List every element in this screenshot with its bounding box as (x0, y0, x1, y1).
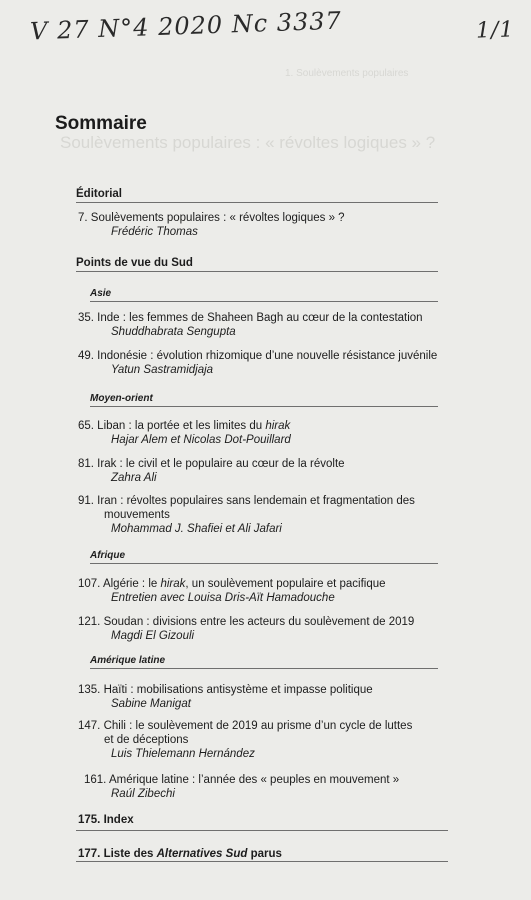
toc-entry-147[interactable] (78, 719, 448, 761)
toc-entry-175[interactable] (78, 813, 448, 827)
entry-author: Sabine Manigat (111, 698, 191, 710)
entry-title (78, 419, 448, 433)
entry-title: 91. Iran : révoltes populaires sans lendemain et fragmentation des (78, 495, 415, 507)
entry-title-italic: hirak (160, 578, 186, 590)
section-editorial: Éditorial (76, 188, 438, 203)
toc-entry-107[interactable] (78, 577, 448, 605)
toc-entry-161[interactable] (78, 773, 448, 801)
divider (76, 861, 448, 862)
bleed-through-running-head: 1. Soulèvements populaires (285, 68, 409, 79)
handwritten-reference: V 27 N°4 2020 Nc 3337 (29, 6, 343, 46)
toc-entry-91[interactable] (78, 494, 448, 536)
entry-author: Mohammad J. Shafiei et Ali Jafari (111, 523, 282, 535)
entry-title-italic: Alternatives Sud (156, 848, 248, 860)
entry-author: Frédéric Thomas (111, 226, 198, 238)
handwritten-page-count: 1/1 (475, 17, 515, 44)
toc-entry-7[interactable] (78, 211, 448, 239)
entry-title-part: , un soulèvement populaire et pacifique (185, 578, 386, 590)
entry-title: 35. Inde : les femmes de Shaheen Bagh au cœur de la contestation (78, 312, 423, 324)
bleed-through-heading: Soulèvements populaires : « révoltes logiques » ? (60, 133, 436, 152)
entry-title (78, 577, 448, 591)
entry-title: 7. Soulèvements populaires : « révoltes logiques » ? (78, 212, 345, 224)
entry-title: 135. Haïti : mobilisations antisystème et impasse politique (78, 684, 373, 696)
entry-author: Shuddhabrata Sengupta (111, 326, 236, 338)
page-title: Sommaire (55, 113, 147, 134)
subsection-asie: Asie (90, 288, 438, 302)
entry-title: 147. Chili : le soulèvement de 2019 au prisme d’un cycle de luttes (78, 720, 413, 732)
toc-entry-81[interactable] (78, 457, 448, 485)
entry-author: Yatun Sastramidjaja (111, 364, 214, 376)
entry-title-continued: et de déceptions (104, 734, 189, 746)
entry-title-italic: hirak (265, 420, 291, 432)
entry-title: 175. Index (78, 814, 134, 826)
subsection-moyen-orient: Moyen-orient (90, 393, 438, 407)
entry-author: Entretien avec Louisa Dris-Aït Hamadouche (111, 592, 335, 604)
entry-author: Raúl Zibechi (111, 788, 175, 800)
entry-title: 81. Irak : le civil et le populaire au cœur de la révolte (78, 458, 345, 470)
entry-title: 49. Indonésie : évolution rhizomique d’une nouvelle résistance juvénile (78, 350, 438, 362)
entry-title (78, 847, 448, 861)
toc-entry-49[interactable] (78, 349, 448, 377)
entry-title-part: 65. Liban : la portée et les limites du (78, 420, 266, 432)
entry-author: Zahra Ali (111, 472, 157, 484)
entry-title: 121. Soudan : divisions entre les acteurs du soulèvement de 2019 (78, 616, 415, 628)
subsection-amerique-latine: Amérique latine (90, 655, 438, 669)
entry-title-part: 177. Liste des (78, 848, 157, 860)
entry-title: 161. Amérique latine : l’année des « peuples en mouvement » (84, 774, 400, 786)
toc-entry-177[interactable] (78, 847, 448, 861)
toc-entry-65[interactable] (78, 419, 448, 447)
entry-title-part: parus (247, 848, 282, 860)
subsection-afrique: Afrique (90, 550, 438, 564)
toc-entry-121[interactable] (78, 615, 448, 643)
toc-entry-135[interactable] (78, 683, 448, 711)
entry-title-part: 107. Algérie : le (78, 578, 161, 590)
entry-title-continued: mouvements (104, 509, 170, 521)
entry-author: Magdi El Gizouli (111, 630, 195, 642)
toc-entry-35[interactable] (78, 311, 448, 339)
section-points-de-vue: Points de vue du Sud (76, 257, 438, 272)
divider (76, 830, 448, 831)
entry-author: Luis Thielemann Hernández (111, 748, 255, 760)
entry-author: Hajar Alem et Nicolas Dot-Pouillard (111, 434, 291, 446)
